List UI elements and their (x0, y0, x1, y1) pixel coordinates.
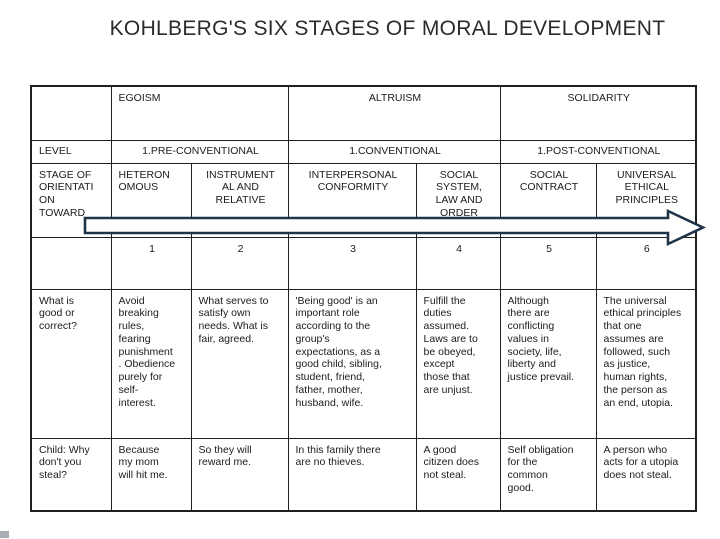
stage-number-5: 5 (500, 237, 596, 289)
arrow-shape (85, 211, 703, 244)
answer-good-stage-6: The universal ethical principles that one assumes are followed, such as justice, human rights, the person as an end, utopia. (596, 289, 696, 438)
group-header-egoism: EGOISM (111, 86, 288, 140)
answer-good-stage-4: Fulfill the duties assumed. Laws are to be obeyed, except those that are unjust. (416, 289, 500, 438)
stage-interpersonal-conformity: INTERPERSONAL CONFORMITY (288, 163, 416, 237)
stage-number-1: 1 (111, 237, 191, 289)
answer-good-stage-1: Avoid breaking rules, fearing punishment . Obedience purely for self- interest. (111, 289, 191, 438)
answer-steal-stage-1: Because my mom will hit me. (111, 438, 191, 511)
page-title: KOHLBERG'S SIX STAGES OF MORAL DEVELOPMENT (109, 17, 666, 40)
level-post-conventional: 1.POST-CONVENTIONAL (500, 140, 696, 163)
stage-heteronomous: HETERON OMOUS (111, 163, 191, 237)
stage-number-2: 2 (191, 237, 288, 289)
answer-steal-stage-3: In this family there are no thieves. (288, 438, 416, 511)
answer-steal-stage-6: A person who acts for a utopia does not steal. (596, 438, 696, 511)
stage-number-3: 3 (288, 237, 416, 289)
stage-row-label: STAGE OF ORIENTATI ON TOWARD (31, 163, 111, 237)
what-is-good-row (31, 289, 696, 438)
answer-good-stage-3: 'Being good' is an important role according to the group's expectations, as a good child, sibling, student, friend, father, mother, husband, wife. (288, 289, 416, 438)
stage-number-4: 4 (416, 237, 500, 289)
corner-artifact (0, 531, 9, 538)
stage-instrumental: INSTRUMENT AL AND RELATIVE (191, 163, 288, 237)
stage-social-contract: SOCIAL CONTRACT (500, 163, 596, 237)
why-not-steal-row (31, 438, 696, 511)
stage-social-system: SOCIAL SYSTEM, LAW AND ORDER (416, 163, 500, 237)
stage-number-6: 6 (596, 237, 696, 289)
level-row-label: LEVEL (31, 140, 111, 163)
level-row (31, 140, 696, 163)
level-conventional: 1.CONVENTIONAL (288, 140, 500, 163)
group-header-row (31, 86, 696, 140)
answer-steal-stage-4: A good citizen does not steal. (416, 438, 500, 511)
stage-universal-ethical: UNIVERSAL ETHICAL PRINCIPLES (596, 163, 696, 237)
answer-good-stage-5: Although there are conflicting values in society, life, liberty and justice prevail. (500, 289, 596, 438)
cell-blank-top-left (31, 86, 111, 140)
level-pre-conventional: 1.PRE-CONVENTIONAL (111, 140, 288, 163)
group-header-altruism: ALTRUISM (288, 86, 500, 140)
answer-good-stage-2: What serves to satisfy own needs. What is fair, agreed. (191, 289, 288, 438)
group-header-solidarity: SOLIDARITY (500, 86, 696, 140)
kohlberg-table (30, 85, 697, 512)
question-why-not-steal: Child: Why don't you steal? (31, 438, 111, 511)
answer-steal-stage-2: So they will reward me. (191, 438, 288, 511)
question-what-is-good: What is good or correct? (31, 289, 111, 438)
stage-progression-arrow-icon (80, 205, 715, 253)
answer-steal-stage-5: Self obligation for the common good. (500, 438, 596, 511)
